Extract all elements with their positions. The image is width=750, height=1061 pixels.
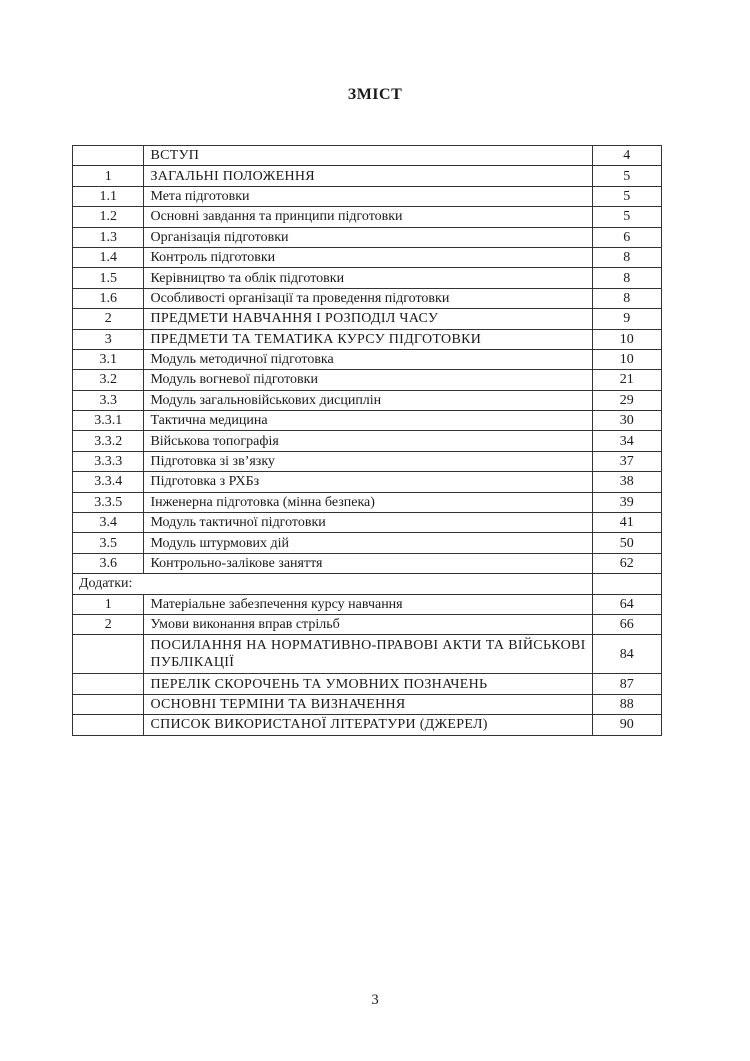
row-page: 5 xyxy=(592,186,661,206)
row-page: 8 xyxy=(592,268,661,288)
row-page: 8 xyxy=(592,247,661,267)
row-page: 87 xyxy=(592,674,661,694)
row-page: 6 xyxy=(592,227,661,247)
row-title: Модуль методичної підготовка xyxy=(144,349,592,369)
row-number: 1.6 xyxy=(73,288,144,308)
table-row xyxy=(73,268,662,288)
row-title: ПРЕДМЕТИ ТА ТЕМАТИКА КУРСУ ПІДГОТОВКИ xyxy=(144,329,592,349)
row-number: 3.3 xyxy=(73,390,144,410)
row-number xyxy=(73,694,144,714)
row-title: Керівництво та облік підготовки xyxy=(144,268,592,288)
row-title: СПИСОК ВИКОРИСТАНОЇ ЛІТЕРАТУРИ (ДЖЕРЕЛ) xyxy=(144,715,592,735)
row-title: ВСТУП xyxy=(144,146,592,166)
table-row xyxy=(73,411,662,431)
row-page: 50 xyxy=(592,533,661,553)
table-row xyxy=(73,513,662,533)
table-row xyxy=(73,329,662,349)
row-title: ПЕРЕЛІК СКОРОЧЕНЬ ТА УМОВНИХ ПОЗНАЧЕНЬ xyxy=(144,674,592,694)
table-row xyxy=(73,227,662,247)
row-title: ПОСИЛАННЯ НА НОРМАТИВНО-ПРАВОВІ АКТИ ТА ВІЙСЬКОВІ ПУБЛІКАЦІЇ xyxy=(144,635,592,674)
row-number: 1 xyxy=(73,594,144,614)
row-number: 1.2 xyxy=(73,207,144,227)
table-row xyxy=(73,715,662,735)
row-number: 3.3.4 xyxy=(73,472,144,492)
row-page xyxy=(592,574,661,594)
table-row xyxy=(73,635,662,674)
row-page: 5 xyxy=(592,166,661,186)
row-title: Підготовка з РХБз xyxy=(144,472,592,492)
row-title: Основні завдання та принципи підготовки xyxy=(144,207,592,227)
row-page: 88 xyxy=(592,694,661,714)
row-page: 41 xyxy=(592,513,661,533)
table-row xyxy=(73,166,662,186)
row-title: Контроль підготовки xyxy=(144,247,592,267)
row-title: Тактична медицина xyxy=(144,411,592,431)
row-number: 2 xyxy=(73,309,144,329)
appendix-label: Додатки: xyxy=(73,574,593,594)
row-number xyxy=(73,146,144,166)
row-page: 29 xyxy=(592,390,661,410)
row-title: Мета підготовки xyxy=(144,186,592,206)
row-page: 5 xyxy=(592,207,661,227)
table-row xyxy=(73,553,662,573)
table-row xyxy=(73,431,662,451)
row-title: ЗАГАЛЬНІ ПОЛОЖЕННЯ xyxy=(144,166,592,186)
table-row xyxy=(73,594,662,614)
row-title: Особливості організації та проведення підготовки xyxy=(144,288,592,308)
table-row xyxy=(73,370,662,390)
row-number: 3.5 xyxy=(73,533,144,553)
table-row xyxy=(73,533,662,553)
row-title: Підготовка зі зв’язку xyxy=(144,451,592,471)
row-number: 1.3 xyxy=(73,227,144,247)
table-row xyxy=(73,694,662,714)
row-title: ОСНОВНІ ТЕРМІНИ ТА ВИЗНАЧЕННЯ xyxy=(144,694,592,714)
row-title: Інженерна підготовка (мінна безпека) xyxy=(144,492,592,512)
row-title: Матеріальне забезпечення курсу навчання xyxy=(144,594,592,614)
table-row xyxy=(73,472,662,492)
row-page: 10 xyxy=(592,349,661,369)
row-title: Військова топографія xyxy=(144,431,592,451)
row-page: 21 xyxy=(592,370,661,390)
row-number: 3.6 xyxy=(73,553,144,573)
row-title: Умови виконання вправ стрільб xyxy=(144,614,592,634)
row-number xyxy=(73,674,144,694)
row-page: 38 xyxy=(592,472,661,492)
table-row xyxy=(73,309,662,329)
row-number: 1.5 xyxy=(73,268,144,288)
table-of-contents xyxy=(72,145,662,736)
appendix-header-row xyxy=(73,574,662,594)
row-number: 3.2 xyxy=(73,370,144,390)
row-number xyxy=(73,715,144,735)
row-number: 3.3.2 xyxy=(73,431,144,451)
page-number: 3 xyxy=(371,992,379,1008)
table-row xyxy=(73,451,662,471)
row-number: 3.4 xyxy=(73,513,144,533)
row-number: 2 xyxy=(73,614,144,634)
row-page: 90 xyxy=(592,715,661,735)
row-title: Модуль вогневої підготовки xyxy=(144,370,592,390)
row-title: ПРЕДМЕТИ НАВЧАННЯ І РОЗПОДІЛ ЧАСУ xyxy=(144,309,592,329)
row-page: 62 xyxy=(592,553,661,573)
row-number: 3.3.3 xyxy=(73,451,144,471)
row-title: Організація підготовки xyxy=(144,227,592,247)
row-number: 1.1 xyxy=(73,186,144,206)
row-title: Модуль загальновійськових дисциплін xyxy=(144,390,592,410)
row-number: 3 xyxy=(73,329,144,349)
row-title: Модуль штурмових дій xyxy=(144,533,592,553)
row-page: 34 xyxy=(592,431,661,451)
table-row xyxy=(73,492,662,512)
row-page: 8 xyxy=(592,288,661,308)
table-row xyxy=(73,614,662,634)
row-title: Модуль тактичної підготовки xyxy=(144,513,592,533)
row-number: 3.1 xyxy=(73,349,144,369)
page-title: ЗМІСТ xyxy=(347,86,403,103)
row-title: Контрольно-залікове заняття xyxy=(144,553,592,573)
row-number: 3.3.1 xyxy=(73,411,144,431)
table-row xyxy=(73,186,662,206)
row-page: 30 xyxy=(592,411,661,431)
table-row xyxy=(73,674,662,694)
row-number: 3.3.5 xyxy=(73,492,144,512)
row-page: 37 xyxy=(592,451,661,471)
row-page: 4 xyxy=(592,146,661,166)
row-page: 39 xyxy=(592,492,661,512)
table-row xyxy=(73,146,662,166)
row-page: 10 xyxy=(592,329,661,349)
table-row xyxy=(73,349,662,369)
table-row xyxy=(73,247,662,267)
table-row xyxy=(73,207,662,227)
table-row xyxy=(73,288,662,308)
row-number: 1 xyxy=(73,166,144,186)
row-page: 64 xyxy=(592,594,661,614)
row-number: 1.4 xyxy=(73,247,144,267)
row-page: 9 xyxy=(592,309,661,329)
table-row xyxy=(73,390,662,410)
row-page: 66 xyxy=(592,614,661,634)
row-number xyxy=(73,635,144,674)
row-page: 84 xyxy=(592,635,661,674)
